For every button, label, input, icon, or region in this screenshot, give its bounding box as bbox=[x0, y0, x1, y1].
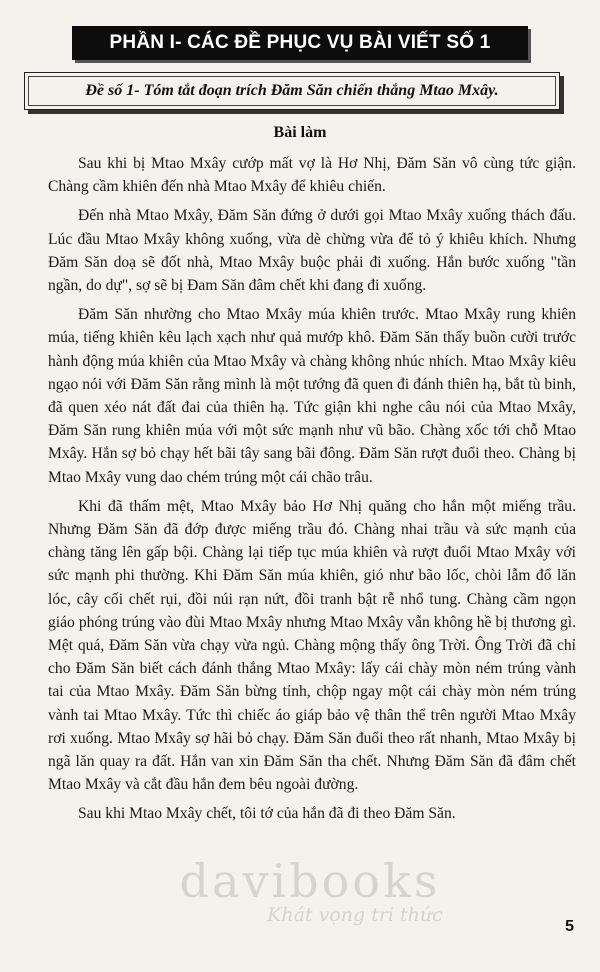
essay-body bbox=[48, 152, 576, 832]
watermark-slogan: Khát vọng tri thức bbox=[267, 904, 443, 926]
exam-title: Đề số 1- Tóm tắt đoạn trích Đăm Săn chiến thắng Mtao Mxây. bbox=[28, 76, 556, 106]
page-number: 5 bbox=[565, 918, 574, 935]
paragraph: Sau khi bị Mtao Mxây cướp mất vợ là Hơ Nhị, Đăm Săn vô cùng tức giận. Chàng cầm khiên đến nhà Mtao Mxây để khiêu chiến. bbox=[48, 155, 576, 196]
part-title-banner: PHẦN I- CÁC ĐỀ PHỤC VỤ BÀI VIẾT SỐ 1 bbox=[72, 26, 528, 60]
publisher-watermark bbox=[140, 854, 480, 948]
section-title: Bài làm bbox=[273, 124, 327, 141]
paragraph: Sau khi Mtao Mxây chết, tôi tớ của hắn đã đi theo Đăm Săn. bbox=[78, 805, 456, 823]
exam-title-box bbox=[24, 72, 560, 110]
paragraph: Đăm Săn nhường cho Mtao Mxây múa khiên trước. Mtao Mxây rung khiên múa, tiếng khiên kêu lạch xạch như quả mướp khô. Đăm Săn thấy buồn cười trước hành động múa khiên của Mtao Mxây và chàng không nhúc nhích. Mtao Mxây kiêu ngạo nói với Đăm Săn rằng mình là một tướng đã quen đi đánh thiên hạ, bắt tù binh, đã quen xéo nát đất đai của thiên hạ. Tức giận khi nghe câu nói của Mtao Mxây, Đăm Săn rung khiên múa với một sức mạnh như vũ bão. Chàng xốc tới chỗ Mtao Mxây. Hắn sợ bỏ chạy hết bãi tây sang bãi đông. Đăm Săn rượt đuổi theo. Chàng bị Mtao Mxây vung dao chém trúng một cái chão trâu. bbox=[48, 306, 576, 486]
paragraph: Khi đã thấm mệt, Mtao Mxây bảo Hơ Nhị quăng cho hắn một miếng trầu. Nhưng Đăm Săn đã đớp được miếng trầu đó. Chàng nhai trầu và sức mạnh của chàng tăng lên gấp bội. Chàng lại tiếp tục múa khiên và rượt đuổi Mtao Mxây với sức mạnh phi thường. Khi Đăm Săn múa khiên, gió như bão lốc, chòi lẫm đổ lăn lóc, cây cối chết rụi, đồi núi rạn nứt, đồi tranh bật rễ nhổ tung. Chàng cầm ngọn giáo phóng trúng vào đùi Mtao Mxây nhưng Mtao Mxây vẫn không hề bị thương gì. Mệt quá, Đăm Săn vừa chạy vừa ngủ. Chàng mộng thấy ông Trời. Ông Trời đã chỉ cho Đăm Săn biết cách đánh thắng Mtao Mxây: lấy cái chày mòn ném trúng vành tai của Mtao Mxây. Đăm Săn bừng tỉnh, chộp ngay một cái chày mòn ném trúng vành tai Mtao Mxây. Tức thì chiếc áo giáp bảo vệ thân thể trên người Mtao Mxây rơi xuống. Mtao Mxây sợ hãi bỏ chạy. Đăm Săn đuổi theo rất nhanh, Mtao Mxây bị ngã lăn quay ra đất. Hắn van xin Đăm Săn tha chết. Nhưng Đăm Săn đã đâm chết Mtao Mxây và cắt đầu hắn đem bêu ngoài đường. bbox=[48, 497, 576, 794]
watermark-brand: davibooks bbox=[179, 854, 441, 908]
paragraph: Đến nhà Mtao Mxây, Đăm Săn đứng ở dưới gọi Mtao Mxây xuống thách đấu. Lúc đầu Mtao Mxây không xuống, vừa dè chừng vừa để tỏ ý khiêu khích. Nhưng Đăm Săn doạ sẽ đốt nhà, Mtao Mxây buộc phải đi xuống. Hắn bước xuống "tần ngần, do dự", sợ sẽ bị Đam Săn đâm chết khi đang đi xuống. bbox=[48, 207, 576, 295]
